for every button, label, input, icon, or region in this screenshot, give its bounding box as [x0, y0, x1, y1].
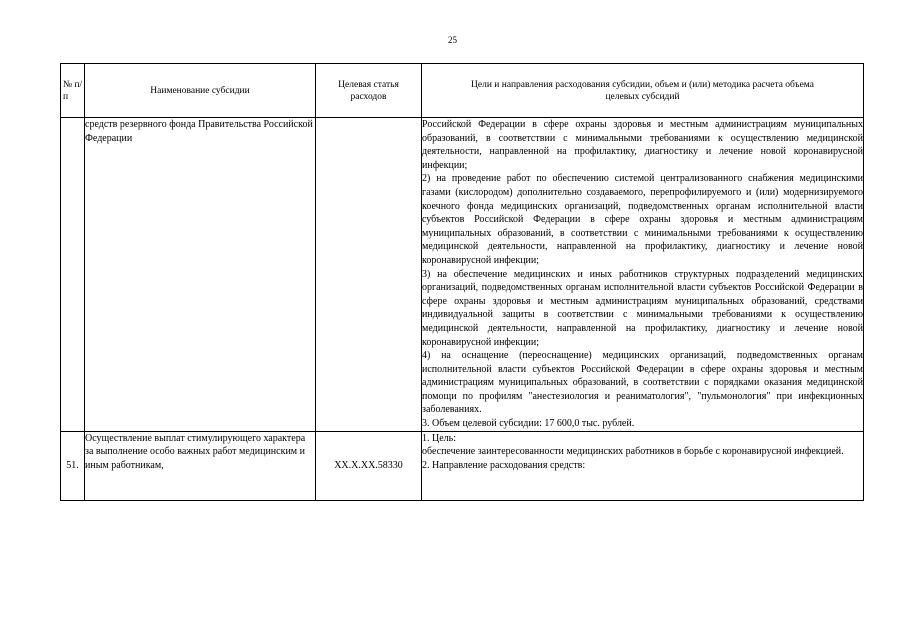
description-paragraph: 1. Цель: — [422, 432, 456, 444]
target-article: XX.X.XX.58330 — [316, 431, 422, 500]
description-paragraph: обеспечение заинтересованности медицинских работников в борьбе с коронавирусной инфекцией. — [422, 446, 844, 458]
row-number: 51. — [61, 431, 85, 500]
description-paragraph: Российской Федерации в сфере охраны здоровья и местным администрациям муниципальных образований, в соответствии с минимальными требованиями к осуществлению медицинской деятельности, направленной на профилактику, диагностику и лечение новой коронавирусной инфекции; — [422, 119, 863, 171]
header-name: Наименование субсидии — [85, 64, 316, 118]
header-code: Целевая статья расходов — [316, 64, 422, 118]
description-paragraph: 4) на оснащение (переоснащение) медицинских организаций, подведомственных органам исполнительной власти субъектов Российской Федерации в сфере охраны здоровья и местным администрациям муниципальных образований, в соответствии с порядками оказания медицинской помощи по профилям "анестезиология и реаниматология", "пульмонология" при инфекционных заболеваниях. — [422, 350, 863, 416]
table-row — [61, 431, 864, 500]
row-number — [61, 118, 85, 432]
subsidy-description — [422, 431, 864, 500]
subsidy-name: средств резервного фонда Правительства Российской Федерации — [85, 118, 316, 432]
table-header-row — [61, 64, 864, 118]
subsidy-description — [422, 118, 864, 432]
description-paragraph: 3. Объем целевой субсидии: 17 600,0 тыс. рублей. — [422, 418, 635, 430]
header-goals: Цели и направления расходования субсидии, объем и (или) методика расчета объема целевых субсидий — [422, 64, 864, 118]
target-article — [316, 118, 422, 432]
header-num: № п/п — [61, 64, 85, 118]
page-number: 25 — [448, 35, 457, 45]
subsidy-table — [60, 63, 864, 501]
table-row — [61, 118, 864, 432]
description-paragraph: 3) на обеспечение медицинских и иных работников структурных подразделений медицинских организаций, подведомственных органам исполнительной власти субъектов Российской Федерации в сфере охраны здоровья и местным администрациям муниципальных образований, средствами индивидуальной защиты в соответствии с минимальными требованиями к осуществлению медицинской деятельности, направленной на профилактику, диагностику и лечение новой коронавирусной инфекции; — [422, 268, 863, 348]
description-paragraph: 2. Направление расходования средств: — [422, 459, 586, 471]
subsidy-name: Осуществление выплат стимулирующего характера за выполнение особо важных работ медицинским и иным работникам, — [85, 431, 316, 500]
description-paragraph: 2) на проведение работ по обеспечению системой централизованного снабжения медицинскими газами (кислородом) дополнительно создаваемого, перепрофилируемого и (или) модернизируемого коечного фонда медицинских организаций, подведомственных органам исполнительной власти субъектов Российской Федерации в сфере охраны здоровья и местным администрациям муниципальных образований, в соответствии с минимальными требованиями к осуществлению медицинской деятельности, направленной на профилактику, диагностику и лечение новой коронавирусной инфекции; — [422, 173, 863, 266]
